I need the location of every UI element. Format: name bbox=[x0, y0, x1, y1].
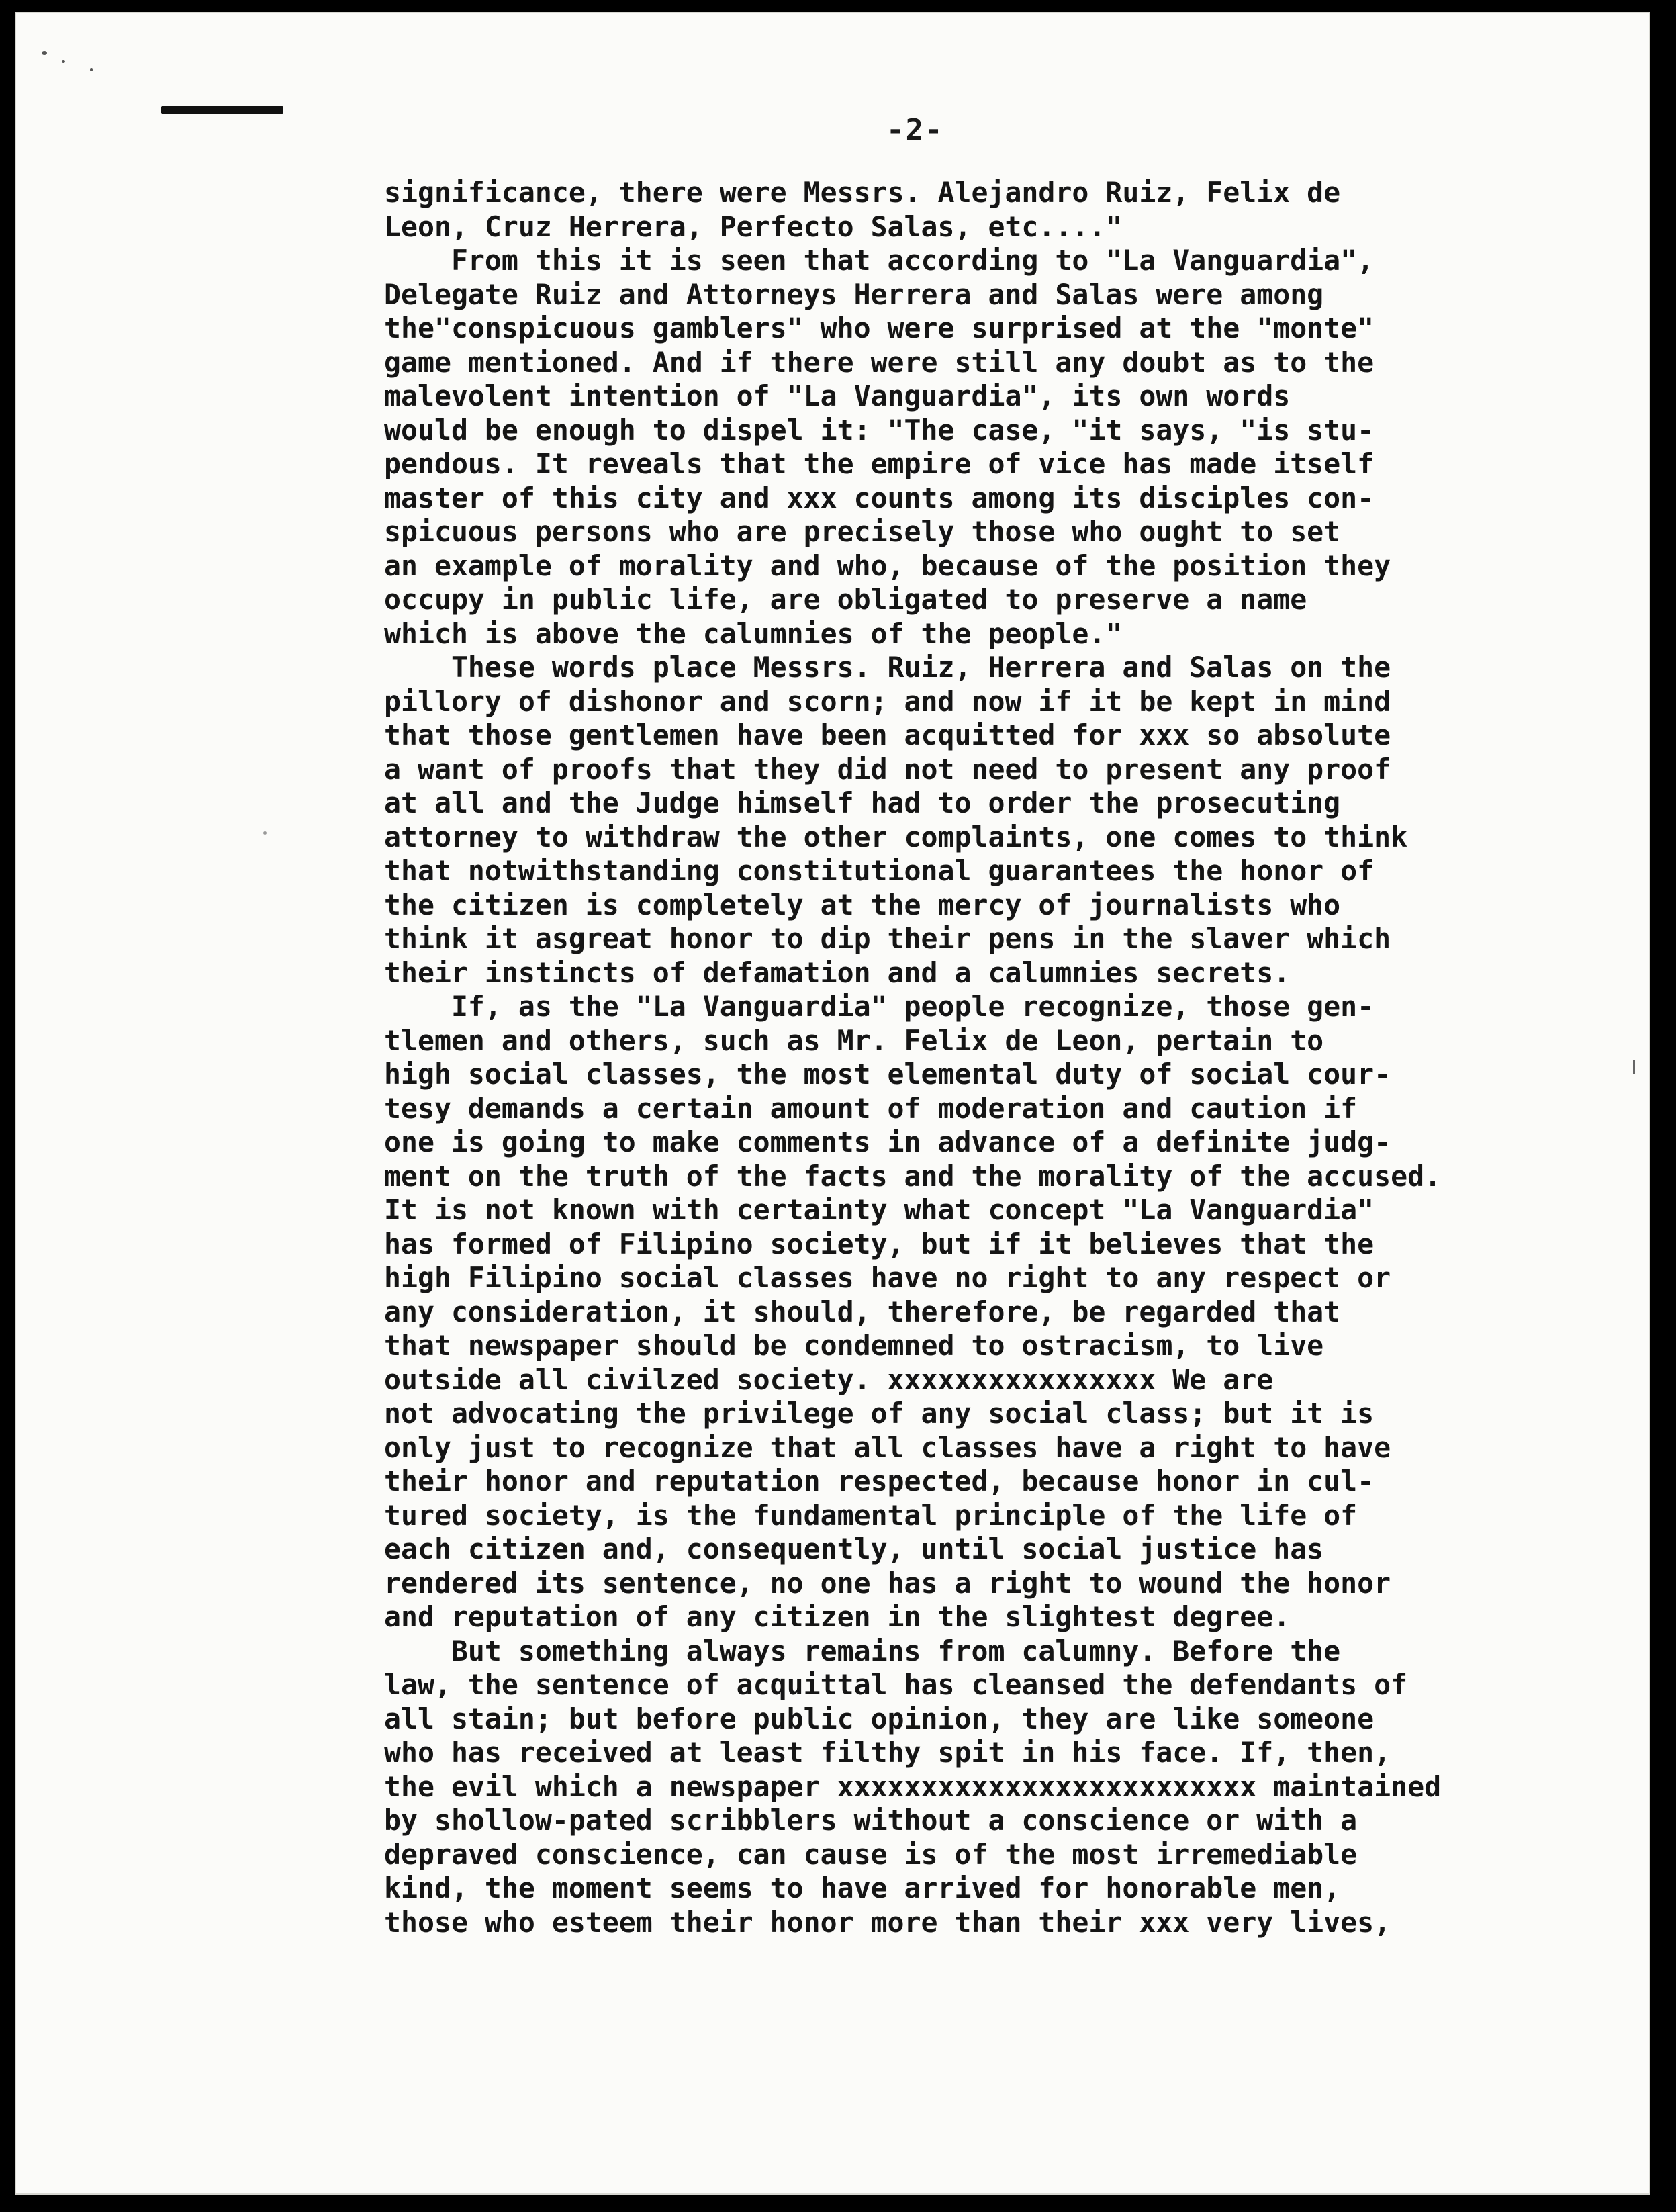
text-line: occupy in public life, are obligated to preserve a name bbox=[384, 583, 1307, 616]
scan-speck bbox=[62, 60, 65, 63]
text-line: master of this city and xxx counts among its disciples con- bbox=[384, 481, 1375, 514]
text-line: These words place Messrs. Ruiz, Herrera and Salas on the bbox=[384, 651, 1391, 684]
text-line: at all and the Judge himself had to order the prosecuting bbox=[384, 786, 1341, 819]
text-line: which is above the calumnies of the people." bbox=[384, 616, 1123, 650]
document-page bbox=[15, 12, 1650, 2195]
text-line: a want of proofs that they did not need to present any proof bbox=[384, 752, 1391, 786]
text-line: spicuous persons who are precisely those who ought to set bbox=[384, 515, 1341, 548]
text-line: law, the sentence of acquittal has cleansed the defendants of bbox=[384, 1668, 1408, 1701]
text-line: malevolent intention of "La Vanguardia", its own words bbox=[384, 379, 1291, 412]
text-line: pillory of dishonor and scorn; and now if it be kept in mind bbox=[384, 684, 1391, 718]
text-line: those who esteem their honor more than their xxx very lives, bbox=[384, 1905, 1391, 1939]
text-line: think it asgreat honor to dip their pens in the slaver which bbox=[384, 922, 1391, 955]
text-line: would be enough to dispel it: "The case, "it says, "is stu- bbox=[384, 413, 1375, 447]
text-line: significance, there were Messrs. Alejandro Ruiz, Felix de bbox=[384, 176, 1341, 209]
text-line: tured society, is the fundamental principle of the life of bbox=[384, 1498, 1358, 1532]
text-line: tlemen and others, such as Mr. Felix de Leon, pertain to bbox=[384, 1023, 1324, 1057]
typed-body-text bbox=[384, 176, 1546, 1939]
text-line: by shollow-pated scribblers without a conscience or with a bbox=[384, 1804, 1358, 1837]
text-line: not advocating the privilege of any social class; but it is bbox=[384, 1397, 1375, 1430]
text-line: any consideration, it should, therefore, be regarded that bbox=[384, 1295, 1341, 1328]
text-line: From this it is seen that according to "La Vanguardia", bbox=[384, 244, 1375, 277]
page-number: -2- bbox=[886, 113, 944, 147]
text-line: Leon, Cruz Herrera, Perfecto Salas, etc...." bbox=[384, 210, 1123, 243]
text-line: each citizen and, consequently, until social justice has bbox=[384, 1532, 1324, 1565]
text-line: ment on the truth of the facts and the morality of the accused. bbox=[384, 1159, 1442, 1193]
text-line: It is not known with certainty what concept "La Vanguardia" bbox=[384, 1193, 1375, 1226]
text-line: the evil which a newspaper xxxxxxxxxxxxxxxxxxxxxxxxx maintained bbox=[384, 1769, 1442, 1803]
text-line: and reputation of any citizen in the slightest degree. bbox=[384, 1600, 1291, 1633]
text-line: only just to recognize that all classes have a right to have bbox=[384, 1430, 1391, 1464]
scan-speck bbox=[42, 51, 47, 55]
text-line: high social classes, the most elemental duty of social cour- bbox=[384, 1058, 1391, 1091]
text-line: high Filipino social classes have no right to any respect or bbox=[384, 1261, 1391, 1294]
scan-speck bbox=[90, 68, 93, 71]
text-line: their honor and reputation respected, because honor in cul- bbox=[384, 1465, 1375, 1497]
scan-speck bbox=[263, 831, 267, 835]
text-line: that those gentlemen have been acquitted for xxx so absolute bbox=[384, 719, 1391, 751]
text-line: outside all civilzed society. xxxxxxxxxxxxxxxx We are bbox=[384, 1363, 1274, 1396]
text-line: kind, the moment seems to have arrived for honorable men, bbox=[384, 1872, 1341, 1904]
text-line: all stain; but before public opinion, they are like someone bbox=[384, 1702, 1375, 1735]
text-line: one is going to make comments in advance of a definite judg- bbox=[384, 1125, 1391, 1158]
text-line: If, as the "La Vanguardia" people recognize, those gen- bbox=[384, 990, 1375, 1023]
text-line: who has received at least filthy spit in his face. If, then, bbox=[384, 1736, 1391, 1769]
text-line: the citizen is completely at the mercy of journalists who bbox=[384, 888, 1341, 921]
text-line: their instincts of defamation and a calumnies secrets. bbox=[384, 956, 1291, 989]
text-line: the"conspicuous gamblers" who were surprised at the "monte" bbox=[384, 312, 1375, 344]
text-line: an example of morality and who, because of the position they bbox=[384, 549, 1391, 582]
text-line: tesy demands a certain amount of moderation and caution if bbox=[384, 1091, 1358, 1125]
margin-tick bbox=[1633, 1060, 1635, 1074]
text-line: that notwithstanding constitutional guarantees the honor of bbox=[384, 854, 1375, 887]
text-line: game mentioned. And if there were still any doubt as to the bbox=[384, 345, 1375, 379]
text-line: rendered its sentence, no one has a right to wound the honor bbox=[384, 1566, 1391, 1600]
text-line: has formed of Filipino society, but if it believes that the bbox=[384, 1227, 1375, 1260]
text-line: depraved conscience, can cause is of the most irremediable bbox=[384, 1837, 1358, 1871]
text-line: pendous. It reveals that the empire of vice has made itself bbox=[384, 447, 1375, 480]
margin-rule-mark bbox=[161, 106, 283, 114]
text-line: But something always remains from calumny. Before the bbox=[384, 1634, 1341, 1667]
text-line: that newspaper should be condemned to ostracism, to live bbox=[384, 1329, 1324, 1362]
text-line: Delegate Ruiz and Attorneys Herrera and Salas were among bbox=[384, 277, 1324, 311]
text-line: attorney to withdraw the other complaints, one comes to think bbox=[384, 820, 1408, 854]
